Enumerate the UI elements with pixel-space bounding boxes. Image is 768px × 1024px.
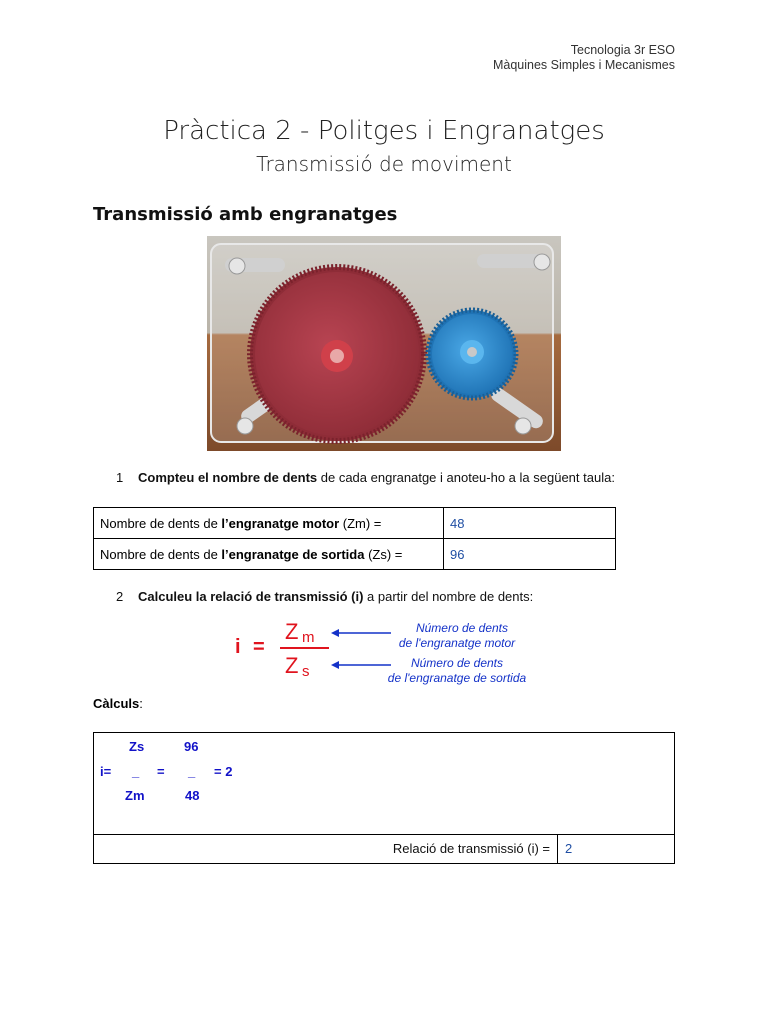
relation-label: Relació de transmissió (i) = [392,841,550,856]
page-title: Pràctica 2 - Politges i Engranatges [163,116,605,146]
arrow-motor-head [331,629,339,637]
calc-i-eq: i= [100,764,112,779]
teeth-motor-label [94,508,444,539]
step-1-text: de cada engranatge i anoteu-ho a la següent taula: [317,470,615,485]
calc-bar-1: _ [132,764,140,779]
arrow-output-head [331,661,339,669]
label-bold: l’engranatge de sortida [221,546,365,562]
relation-value[interactable]: 2 [565,841,573,856]
table-row [94,508,616,539]
note-motor-line1: Número de dents [415,621,509,635]
step-1 [116,470,676,488]
calc-zs: Zs [129,739,145,754]
teeth-motor-value[interactable]: 48 [444,508,616,539]
label-bold: l’engranatge motor [221,515,340,531]
note-motor-line2: de l'engranatge motor [398,636,516,650]
calc-box[interactable] [93,732,675,864]
label-post: (Zs) = [364,546,403,562]
calc-96: 96 [184,739,199,754]
step-2-bold: Calculeu la relació de transmissió (i) [138,589,364,604]
step-2 [116,589,676,607]
formula-equals: = [253,636,265,658]
step-1-bold: Compteu el nombre de dents [138,470,318,485]
screw-bottom-left [237,418,253,434]
header-unit: Màquines Simples i Mecanismes [492,58,675,72]
teeth-table [93,507,616,570]
label-pre: Nombre de dents de [100,515,222,531]
label-pre: Nombre de dents de [100,546,222,562]
formula-sub-s: s [302,663,310,680]
red-gear-axle [330,349,344,363]
calc-divider [94,834,674,835]
formula-sub-m: m [302,629,315,646]
calc-bar-2: _ [188,764,196,779]
header-course: Tecnologia 3r ESO [570,43,675,57]
teeth-output-label [94,539,444,570]
screw-bottom-right [515,418,531,434]
formula-z-top: Z [285,619,299,644]
step-2-text: a partir del nombre de dents: [363,589,534,604]
step-2-number: 2 [116,589,124,604]
table-row [94,539,616,570]
teeth-output-value[interactable]: 96 [444,539,616,570]
calc-result: = 2 [214,764,233,779]
calc-label-bold: Càlculs [93,696,140,711]
calc-zm: Zm [125,788,145,803]
label-post: (Zm) = [339,515,382,531]
calc-label-colon: : [139,696,143,711]
formula-z-bottom: Z [285,653,299,678]
note-output-line2: de l'engranatge de sortida [387,671,527,685]
calc-eq-1: = [157,764,165,779]
calc-label [93,696,143,711]
blue-gear-axle [467,347,477,357]
formula-i: i [235,636,241,658]
gears-photo [207,236,561,451]
calc-48: 48 [185,788,200,803]
screw-top-right [534,254,550,270]
ratio-formula [225,617,545,687]
step-1-number: 1 [116,470,124,485]
note-output-line1: Número de dents [410,656,504,670]
calc-vdivider [557,834,558,863]
page-subtitle: Transmissió de moviment [256,152,512,176]
screw-top-left [229,258,245,274]
section-title: Transmissió amb engranatges [93,204,398,225]
